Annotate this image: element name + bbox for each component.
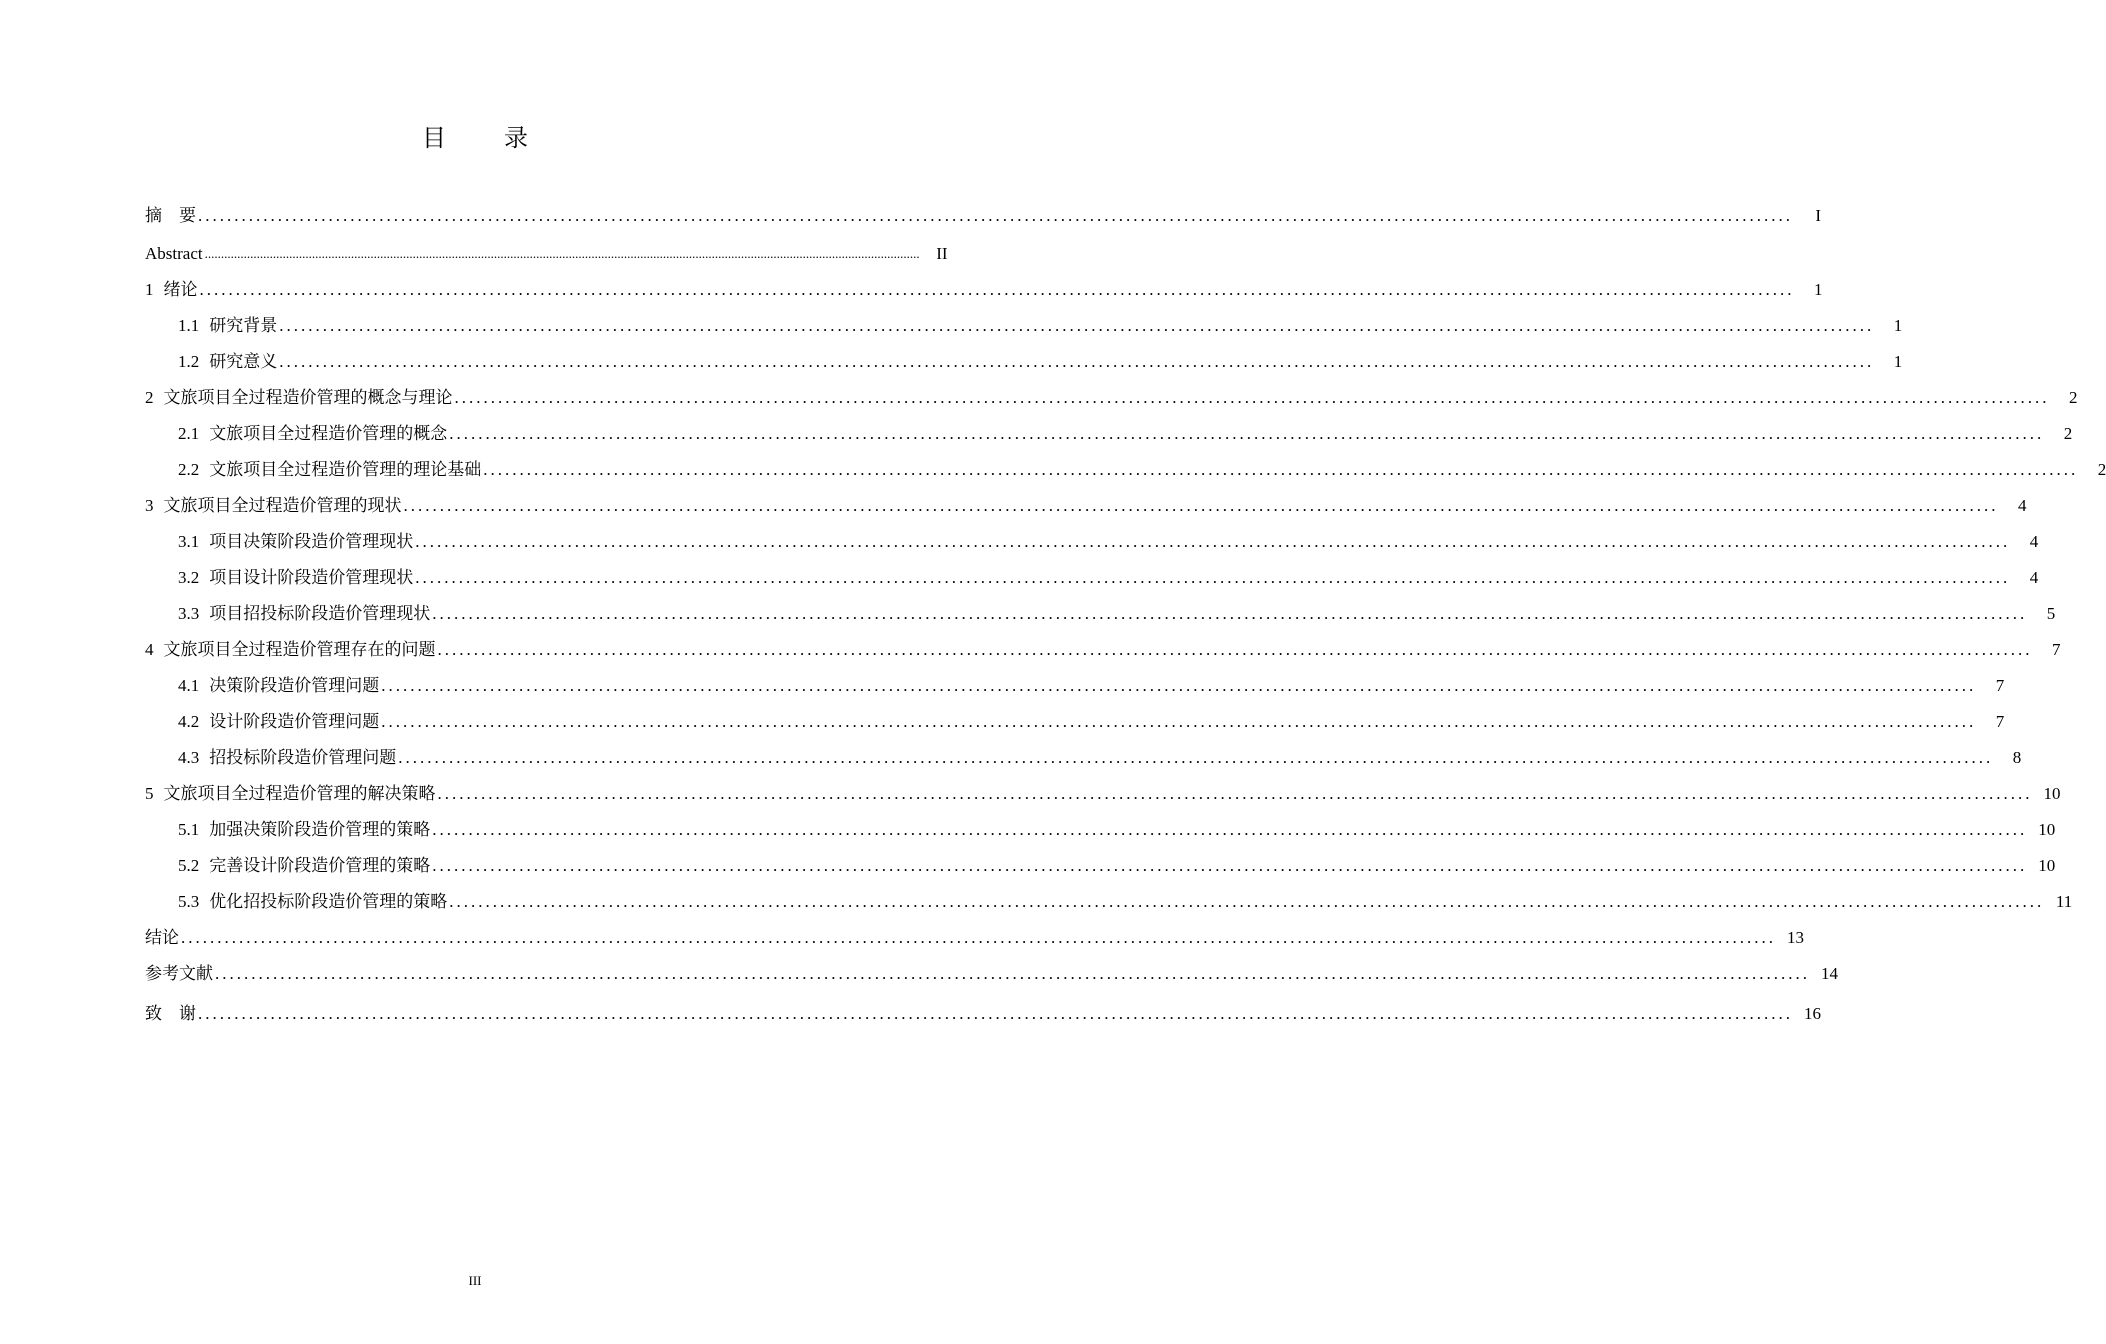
toc-entry-page: 2 <box>2063 424 2073 443</box>
toc-entry[interactable] <box>145 668 2005 704</box>
toc-leader-dots: ............................................................................................................................................................................................................................ <box>415 532 2011 551</box>
toc-entry-page: 2 <box>2097 460 2106 479</box>
toc-entry-number: 4.3 <box>178 748 200 767</box>
toc-entry[interactable] <box>145 812 2056 848</box>
toc-entry[interactable] <box>145 308 1903 344</box>
toc-leader-dots: ............................................................................................................................................................................................................................ <box>181 928 1776 947</box>
page-number: III <box>468 1273 482 1288</box>
toc-entry-page: II <box>936 244 948 263</box>
toc-entry-label: 项目招投标阶段造价管理现状 <box>209 604 431 623</box>
toc-entry-number: 2.2 <box>178 460 200 479</box>
toc-entry-label: 研究背景 <box>209 316 278 335</box>
toc-entry-label: 结论 <box>145 928 179 947</box>
toc-entry-number: 3.1 <box>178 532 200 551</box>
toc-entry[interactable] <box>145 776 2061 812</box>
toc-entry-page: 4 <box>2029 532 2039 551</box>
toc-entry-label: 文旅项目全过程造价管理的概念 <box>209 424 448 443</box>
toc-entry-page: 7 <box>1995 712 2005 731</box>
toc-entry[interactable] <box>145 488 2027 524</box>
toc-entry-page: 14 <box>1821 964 1838 983</box>
toc-entry-page: 10 <box>2043 784 2061 803</box>
toc-leader-dots: ............................................................................................................................................................................................................................ <box>204 246 920 261</box>
toc-leader-dots: ............................................................................................................................................................................................................................ <box>437 784 2033 803</box>
toc-leader-dots: ............................................................................................................................................................................................................................ <box>449 424 2045 443</box>
toc-entry[interactable] <box>145 416 2073 452</box>
toc-entry-page: 1 <box>1814 280 1823 299</box>
toc-leader-dots: ............................................................................................................................................................................................................................ <box>437 640 2033 659</box>
toc-entry[interactable] <box>145 740 2022 776</box>
toc-entry[interactable] <box>145 236 948 272</box>
toc-entry-label: 决策阶段造价管理问题 <box>209 676 380 695</box>
toc-entry-label: 文旅项目全过程造价管理存在的问题 <box>163 640 436 659</box>
toc-entry-page: 10 <box>2038 856 2056 875</box>
toc-leader-dots: ............................................................................................................................................................................................................................ <box>432 604 2028 623</box>
toc-entry[interactable] <box>145 198 1821 234</box>
toc-entry-label: 摘 要 <box>145 206 196 225</box>
toc-entry-number: 4.1 <box>178 676 200 695</box>
toc-entry[interactable] <box>145 380 2078 416</box>
toc-entry-page: 2 <box>2069 388 2078 407</box>
toc-entry[interactable] <box>145 344 1903 380</box>
toc-entry-number: 5.3 <box>178 892 200 911</box>
toc-entry[interactable] <box>145 956 1838 992</box>
toc-leader-dots: ............................................................................................................................................................................................................................ <box>432 820 2028 839</box>
toc-entry[interactable] <box>145 884 2073 920</box>
toc-entry[interactable] <box>145 596 2056 632</box>
toc-entry-number: 5.2 <box>178 856 200 875</box>
toc-leader-dots: ............................................................................................................................................................................................................................ <box>449 892 2045 911</box>
toc-entry-number: 2.1 <box>178 424 200 443</box>
toc-leader-dots: ............................................................................................................................................................................................................................ <box>215 964 1810 983</box>
toc-leader-dots: ............................................................................................................................................................................................................................ <box>483 460 2079 479</box>
toc-entry-page: 1 <box>1893 316 1903 335</box>
toc-entry-label: 文旅项目全过程造价管理的现状 <box>163 496 402 515</box>
toc-entry-number: 3 <box>145 496 154 515</box>
toc-leader-dots: ............................................................................................................................................................................................................................ <box>398 748 1994 767</box>
toc-entry-label: 文旅项目全过程造价管理的理论基础 <box>209 460 482 479</box>
toc-leader-dots: ............................................................................................................................................................................................................................ <box>415 568 2011 587</box>
page-title: 目 录 <box>422 126 554 152</box>
toc-leader-dots: ............................................................................................................................................................................................................................ <box>381 712 1977 731</box>
toc-entry-page: 7 <box>1995 676 2005 695</box>
toc-entry[interactable] <box>145 452 2106 488</box>
toc-entry-label: Abstract <box>145 244 203 263</box>
toc-entry-page: 16 <box>1804 1004 1821 1023</box>
toc-leader-dots: ............................................................................................................................................................................................................................ <box>198 206 1793 225</box>
toc-entry-label: 优化招投标阶段造价管理的策略 <box>209 892 448 911</box>
toc-entry-number: 5.1 <box>178 820 200 839</box>
toc-entry-label: 项目决策阶段造价管理现状 <box>209 532 414 551</box>
toc-entry[interactable] <box>145 524 2039 560</box>
toc-entry-label: 研究意义 <box>209 352 278 371</box>
toc-entry-label: 完善设计阶段造价管理的策略 <box>209 856 431 875</box>
toc-entry[interactable] <box>145 560 2039 596</box>
toc-entry-label: 文旅项目全过程造价管理的解决策略 <box>163 784 436 803</box>
toc-entry-number: 5 <box>145 784 154 803</box>
toc-entry-page: 13 <box>1787 928 1804 947</box>
toc-entry[interactable] <box>145 704 2005 740</box>
toc-entry-label: 设计阶段造价管理问题 <box>209 712 380 731</box>
toc-entry-label: 招投标阶段造价管理问题 <box>209 748 397 767</box>
toc-entry-page: 1 <box>1893 352 1903 371</box>
toc-leader-dots: ............................................................................................................................................................................................................................ <box>198 1004 1793 1023</box>
toc-entry[interactable] <box>145 632 2061 668</box>
toc-entry-number: 3.3 <box>178 604 200 623</box>
toc-entry-number: 2 <box>145 388 154 407</box>
toc-entry-number: 1.1 <box>178 316 200 335</box>
toc-entry-number: 4.2 <box>178 712 200 731</box>
toc-entry-page: 7 <box>2052 640 2061 659</box>
toc-entry-label: 致 谢 <box>145 1004 196 1023</box>
toc-leader-dots: ............................................................................................................................................................................................................................ <box>381 676 1977 695</box>
toc-entry-number: 3.2 <box>178 568 200 587</box>
toc-entry-page: 8 <box>2012 748 2022 767</box>
toc-entry-number: 4 <box>145 640 154 659</box>
toc-entry-page: 4 <box>2018 496 2027 515</box>
toc-entry-label: 参考文献 <box>145 964 213 983</box>
toc-entry-number: 1.2 <box>178 352 200 371</box>
toc-entry-page: 4 <box>2029 568 2039 587</box>
toc-entry[interactable] <box>145 848 2056 884</box>
toc-entry-page: 10 <box>2038 820 2056 839</box>
toc-leader-dots: ............................................................................................................................................................................................................................ <box>403 496 1999 515</box>
toc-entry[interactable] <box>145 996 1821 1032</box>
toc-entry[interactable] <box>145 272 1823 308</box>
toc-leader-dots: ............................................................................................................................................................................................................................ <box>432 856 2028 875</box>
toc-entry-page: I <box>1815 206 1821 225</box>
toc-entry-label: 项目设计阶段造价管理现状 <box>209 568 414 587</box>
toc-entry-label: 文旅项目全过程造价管理的概念与理论 <box>163 388 453 407</box>
toc-leader-dots: ............................................................................................................................................................................................................................ <box>279 316 1875 335</box>
toc-leader-dots: ............................................................................................................................................................................................................................ <box>454 388 2050 407</box>
toc-entry-label: 加强决策阶段造价管理的策略 <box>209 820 431 839</box>
toc-leader-dots: ............................................................................................................................................................................................................................ <box>279 352 1875 371</box>
toc-entry-page: 5 <box>2046 604 2056 623</box>
toc-leader-dots: ............................................................................................................................................................................................................................ <box>199 280 1795 299</box>
toc-entry[interactable] <box>145 920 1804 956</box>
toc-entry-page: 11 <box>2055 892 2073 911</box>
toc-entry-number: 1 <box>145 280 154 299</box>
toc-entry-label: 绪论 <box>163 280 198 299</box>
